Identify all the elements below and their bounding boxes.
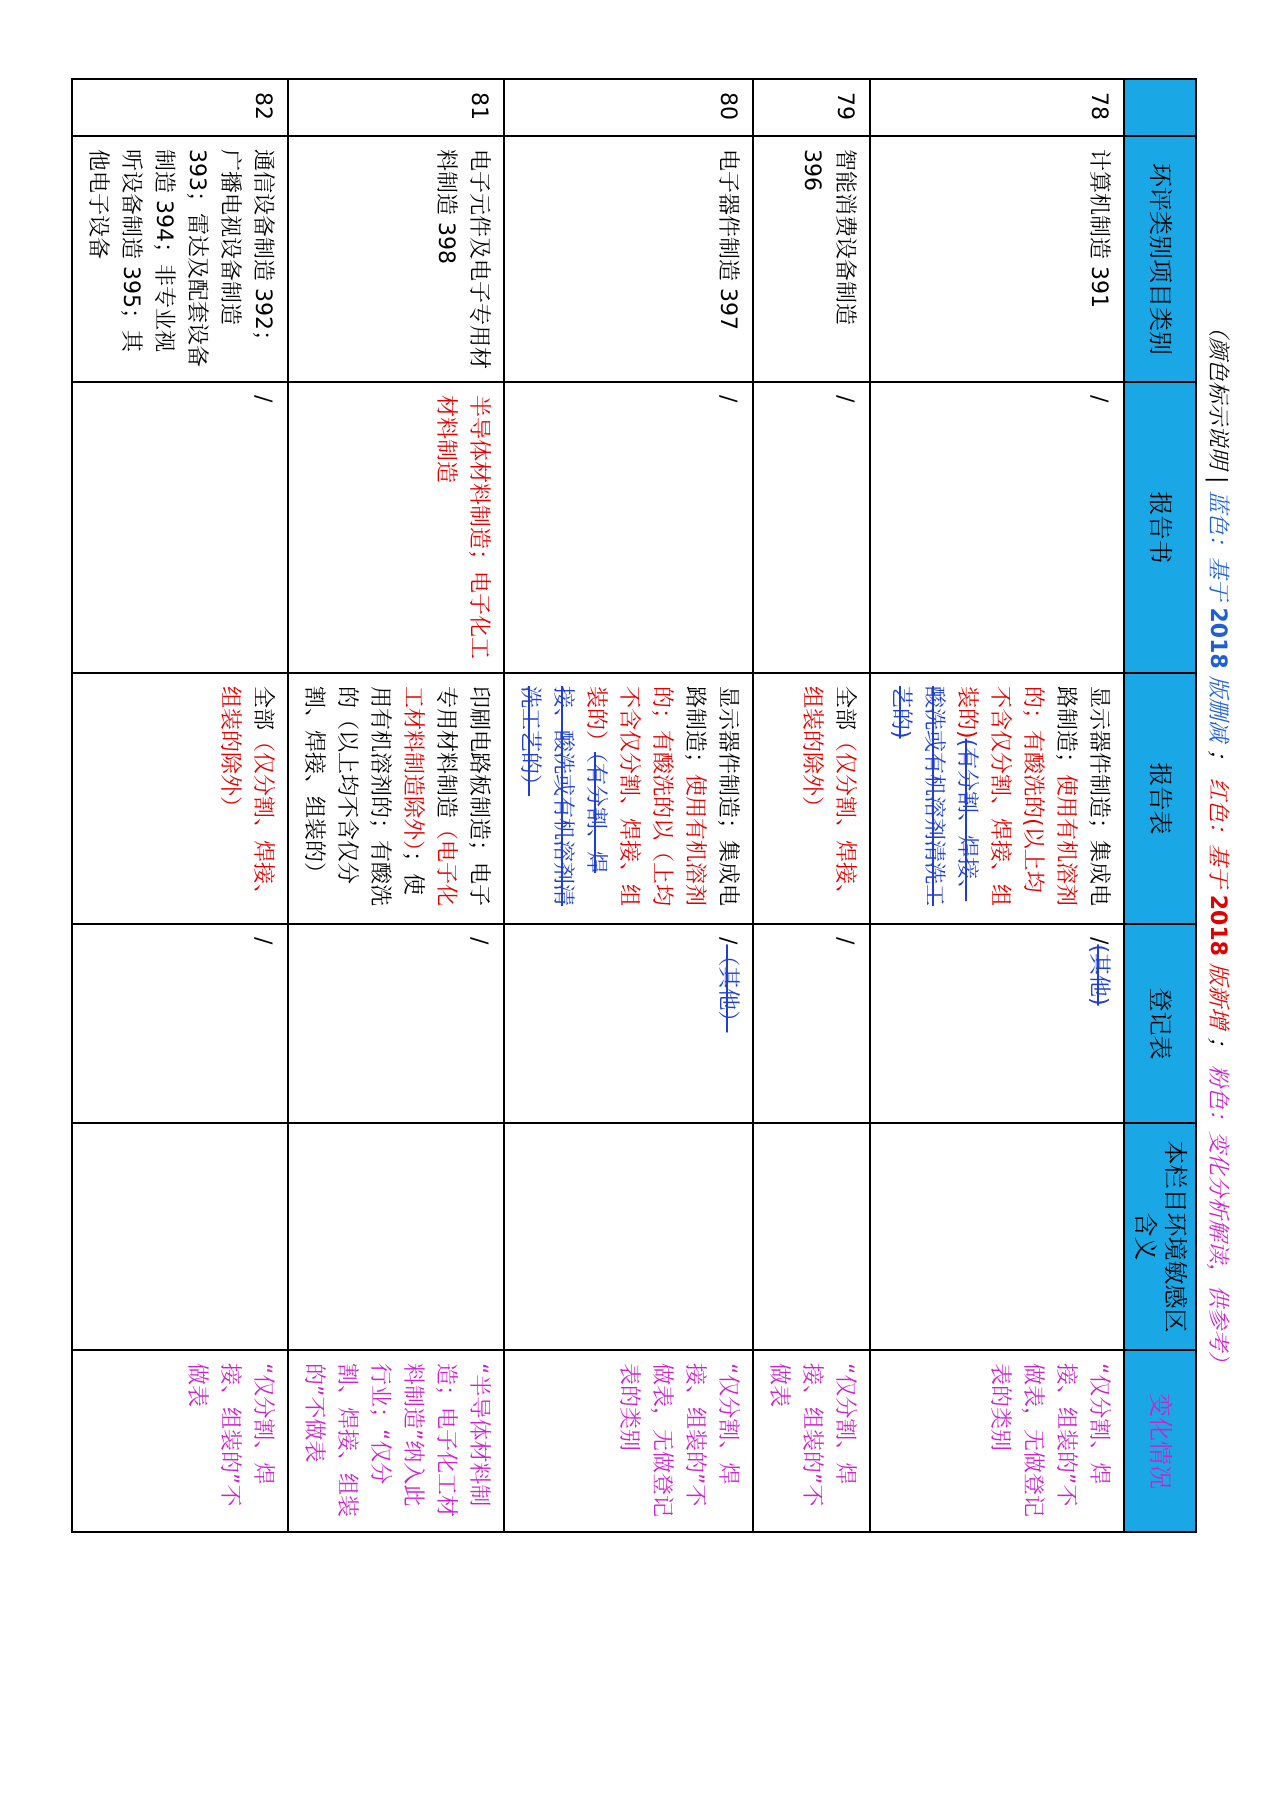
- text-segment: /: [466, 937, 491, 945]
- text-segment: /: [715, 937, 740, 945]
- text-segment: 全部: [832, 686, 857, 731]
- text-segment: （仅分割、焊接、组装的除外）: [217, 686, 275, 907]
- change-cell: “仅分割、焊接、组装的”不做表: [72, 1350, 288, 1532]
- eia-category-table: [71, 78, 1197, 1533]
- registration-cell: [753, 924, 870, 1123]
- header-number: [1124, 79, 1196, 136]
- legend-pink-text: 粉色：变化分析解读，供参考）: [1205, 1065, 1230, 1374]
- text-segment: 显示器件制造；集成电路制造；: [682, 686, 740, 907]
- category-cell: 电子器件制造 397: [504, 136, 753, 382]
- category-cell: 计算机制造 391: [870, 136, 1124, 382]
- legend-separator: ；: [1205, 1035, 1230, 1058]
- registration-cell: [504, 924, 753, 1123]
- change-cell: “仅分割、焊接、组装的”不做表，无做登记表的类别: [504, 1350, 753, 1532]
- row-number: 80: [504, 79, 753, 136]
- table-row: [504, 79, 753, 1532]
- header-category: 环评类别项目类别: [1124, 136, 1196, 382]
- change-cell: “半导体材料制造；电子化工材料制造”纳入此行业；“仅分割、焊接、组装的”不做表: [288, 1350, 504, 1532]
- sensitive-area-cell: [753, 1123, 870, 1350]
- header-registration: 登记表: [1124, 924, 1196, 1123]
- report-form-cell: [870, 673, 1124, 924]
- text-segment: 半导体材料制造；电子化工材料制造: [433, 395, 491, 660]
- row-number: 78: [870, 79, 1124, 136]
- text-segment: 使用有机溶剂的；有酸洗的: [1020, 686, 1078, 907]
- header-change: 变化情况: [1124, 1350, 1196, 1532]
- table-row: [72, 79, 288, 1532]
- legend-divider: |: [1205, 476, 1230, 484]
- category-cell: 智能消费设备制造 396: [753, 136, 870, 382]
- text-segment: /: [832, 937, 857, 945]
- report-book-cell: [288, 382, 504, 673]
- color-legend: [1200, 315, 1234, 1735]
- text-segment: 使用有机溶剂的；有酸洗的以（上均不含仅分割、焊接、组装的）: [583, 686, 707, 907]
- text-segment: 全部: [250, 686, 275, 731]
- report-form-cell: [504, 673, 753, 924]
- table-row: [753, 79, 870, 1532]
- report-book-cell: /: [870, 382, 1124, 673]
- report-book-cell: /: [753, 382, 870, 673]
- legend-blue-year: 2018: [1205, 607, 1230, 669]
- text-segment: （电子化工材料制造除外）: [400, 686, 458, 907]
- text-segment: (其他): [1086, 944, 1111, 1006]
- legend-separator: ；: [1205, 748, 1230, 771]
- legend-red-text: 版新增: [1205, 962, 1230, 1029]
- legend-prefix: （颜色标示说明: [1205, 315, 1230, 470]
- report-form-cell: [288, 673, 504, 924]
- legend-red-label: 红色：基于: [1205, 777, 1230, 888]
- text-segment: （其他）: [715, 944, 740, 1033]
- header-report-form: 报告表: [1124, 673, 1196, 924]
- text-segment: ；使用有机溶剂的；有酸洗的（以上均不含仅分割、焊接、组装的）: [301, 686, 425, 907]
- text-segment: （仅分割、焊接、组装的除外）: [799, 686, 857, 907]
- table-body: [72, 79, 1124, 1532]
- table-row: [870, 79, 1124, 1532]
- report-form-cell: [72, 673, 288, 924]
- sensitive-area-cell: [288, 1123, 504, 1350]
- category-cell: 电子元件及电子专用材料制造 398: [288, 136, 504, 382]
- text-segment: (以上均不含仅分割、焊接、组装的): [954, 686, 1045, 907]
- row-number: 79: [753, 79, 870, 136]
- registration-cell: [870, 924, 1124, 1123]
- report-book-cell: /: [72, 382, 288, 673]
- legend-red-year: 2018: [1205, 894, 1230, 956]
- change-cell: “仅分割、焊接、组装的”不做表: [753, 1350, 870, 1532]
- table-row: [288, 79, 504, 1532]
- sensitive-area-cell: [72, 1123, 288, 1350]
- row-number: 81: [288, 79, 504, 136]
- text-segment: 印刷电路板制造；电子专用材料制造: [433, 686, 491, 907]
- change-cell: “仅分割、焊接、组装的”不做表，无做登记表的类别: [870, 1350, 1124, 1532]
- header-sensitive-area: 本栏目环境敏感区含义: [1124, 1123, 1196, 1350]
- registration-cell: [288, 924, 504, 1123]
- text-segment: /: [250, 937, 275, 945]
- row-number: 82: [72, 79, 288, 136]
- report-book-cell: /: [504, 382, 753, 673]
- text-segment: /: [1086, 937, 1111, 945]
- sensitive-area-cell: [504, 1123, 753, 1350]
- text-segment: 显示器件制造；集成电路制造；: [1053, 686, 1111, 907]
- text-segment: （有分割、焊接、酸洗或有机溶剂清洗工艺的）: [517, 686, 608, 907]
- header-report-book: 报告书: [1124, 382, 1196, 673]
- legend-blue-text: 版删减: [1205, 675, 1230, 742]
- text-segment: (有分割、焊接、酸洗或有机溶剂清洗工艺的): [888, 686, 979, 907]
- legend-blue-label: 蓝色：基于: [1205, 490, 1230, 601]
- sensitive-area-cell: [870, 1123, 1124, 1350]
- category-cell: 通信设备制造 392；广播电视设备制造 393；雷达及配套设备制造 394；非专业视听设备制造 395；其他电子设备: [72, 136, 288, 382]
- registration-cell: [72, 924, 288, 1123]
- report-form-cell: [753, 673, 870, 924]
